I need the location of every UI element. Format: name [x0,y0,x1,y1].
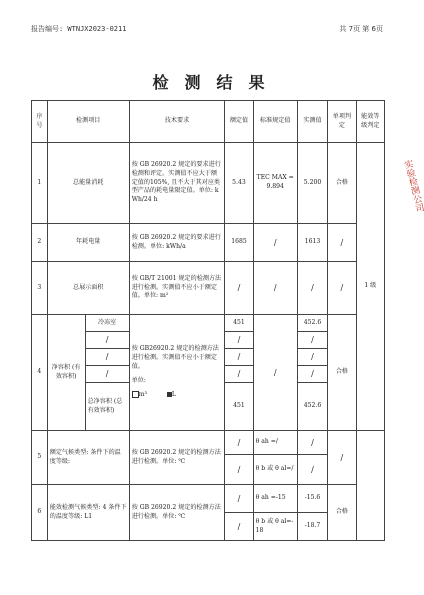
row6-requirement: 按 GB 26920.2 规定的检测方法进行检测。单位: ℃ [129,485,225,541]
row4-single: 合格 [328,315,356,431]
row4-sub-3: / [85,349,129,366]
table-row [32,224,385,262]
unit-option-m3: m³ [138,391,147,399]
row6-single: 合格 [328,485,356,541]
row4-rated-3: / [225,349,253,366]
row6-measured-1: -15.6 [297,485,327,513]
header-seq: 序号 [32,101,48,143]
row6-measured-2: -18.7 [297,513,327,541]
row4-seq: 4 [32,315,48,431]
table-row [32,431,385,455]
row1-standard: TEC MAX =9.894 [253,143,297,224]
table-row [32,262,385,315]
row2-requirement: 按 GB 26920.2 规定的要求进行检测。单位: kWh/a [129,224,225,262]
row4-requirement-text: 按 GB26920.2 规定的检测方法进行检测。实测值不应小于额定值。 [131,344,219,370]
header-measured: 实测值 [297,101,327,143]
row6-standard-1: θ ah =-15 [253,485,297,513]
table-row [32,143,385,224]
grade-lower-cell [356,431,384,541]
row5-standard-2: θ b 或 θ al=/ [253,455,297,485]
row3-single: / [328,262,356,315]
row4-item: 净容积 (有效容积) [47,315,85,431]
red-seal-stamp: 实验检测公司 [401,158,424,214]
grade-cell: 1 级 [356,143,384,431]
table-row [32,485,385,513]
row4-measured-1: 452.6 [297,315,327,332]
row5-seq: 5 [32,431,48,485]
row4-unit-label: 单位: [131,377,146,385]
row5-rated-2: / [225,455,253,485]
row4-sub-5: 总净容积 (总有效容积) [85,383,129,431]
row2-seq: 2 [32,224,48,262]
row4-sub-4: / [85,366,129,383]
page-title: 检测结果 [152,73,281,92]
row2-standard: / [253,224,297,262]
row3-item: 总展示面积 [47,262,129,315]
header-rated: 额定值 [225,101,253,143]
row6-rated-1: / [225,485,253,513]
row1-item: 总能量消耗 [47,143,129,224]
header-requirement: 技术要求 [129,101,225,143]
row4-measured-2: / [297,332,327,349]
row6-rated-2: / [225,513,253,541]
row2-single: / [328,224,356,262]
row1-single: 合格 [328,143,356,224]
row5-item: 额定气候类型: 条件下的温度等级: [47,431,129,485]
row4-measured-3: / [297,349,327,366]
table-row [32,315,385,332]
header-standard: 标准规定值 [253,101,297,143]
row1-requirement: 按 GB 26920.2 规定的要求进行检测和评定。实测值不应大于额定值的105%, 且不大于其对应类型产品的耗电量限定值。单位: kWh/24 h [129,143,225,224]
row4-sub-2: / [85,332,129,349]
row6-seq: 6 [32,485,48,541]
row2-item: 年耗电量 [47,224,129,262]
row4-rated-1: 451 [225,315,253,332]
row1-rated: 5.43 [225,143,253,224]
row4-unit-options [132,391,223,400]
header-single: 单项判定 [328,101,356,143]
row2-rated: 1685 [225,224,253,262]
row4-rated-5: 451 [225,383,253,431]
results-table [31,100,385,541]
row2-measured: 1613 [297,224,327,262]
row5-measured-1: / [297,431,327,455]
page-info: 共 7页 第 6页 [339,25,383,33]
row4-rated-4: / [225,366,253,383]
row3-requirement: 按 GB/T 21001 规定的检测方法进行检测。实测值不应小于额定值。单位: m² [129,262,225,315]
unit-option-l: L [171,391,176,399]
row4-measured-5: 452.6 [297,383,327,431]
row5-single: / [328,431,356,485]
row3-seq: 3 [32,262,48,315]
header-grade: 能效等级判定 [356,101,384,143]
row1-measured: 5.200 [297,143,327,224]
row6-standard-2: θ b 或 θ al=-18 [253,513,297,541]
row4-sub-1: 冷冻室 [85,315,129,332]
report-number: 报告编号: WTNJX2023-0211 [31,25,127,33]
header-item: 检测项目 [47,101,129,143]
checkbox-unchecked-icon [132,391,139,398]
row4-measured-4: / [297,366,327,383]
row4-requirement [129,315,225,431]
row5-standard-1: θ ah =/ [253,431,297,455]
row5-requirement: 按 GB 26920.2 规定的检测方法进行检测。单位: ℃ [129,431,225,485]
row5-rated-1: / [225,431,253,455]
row4-rated-2: / [225,332,253,349]
row3-measured: / [297,262,327,315]
row3-rated: / [225,262,253,315]
row5-measured-2: / [297,455,327,485]
row3-standard: / [253,262,297,315]
row4-standard: / [253,315,297,431]
row6-item: 能效检测气候类型: 4 条件下的温度等级: L1 [47,485,129,541]
row1-seq: 1 [32,143,48,224]
